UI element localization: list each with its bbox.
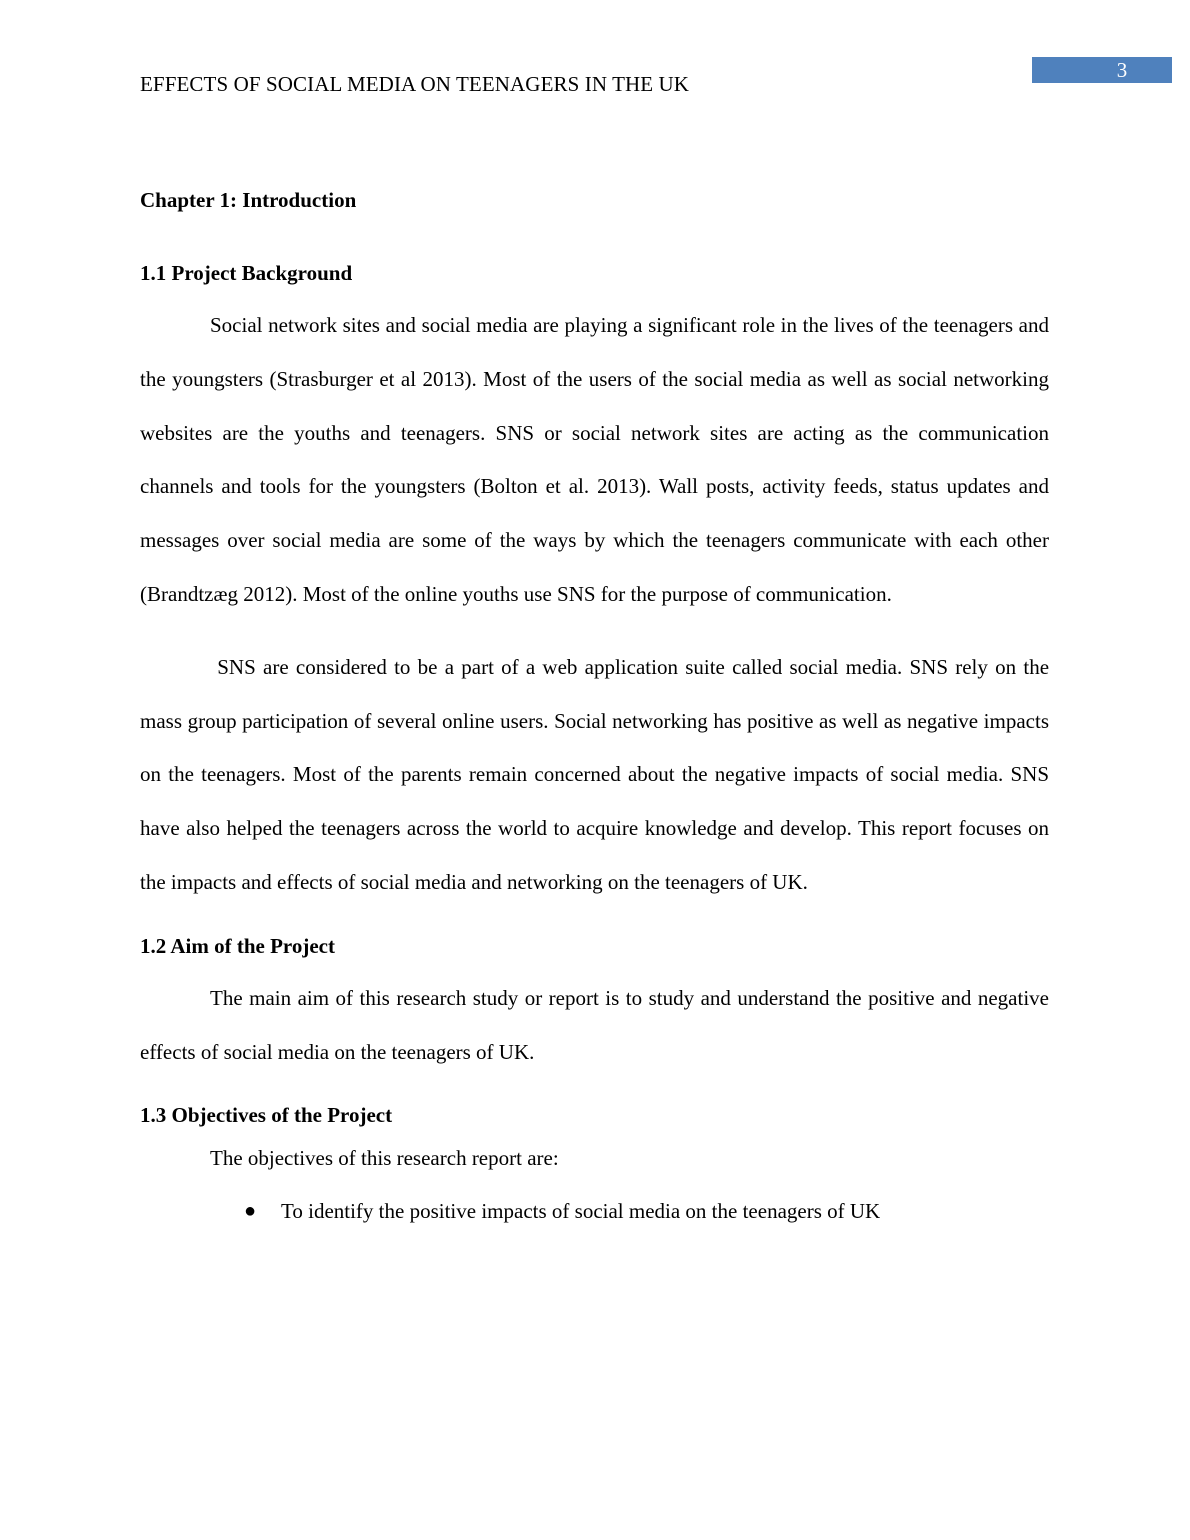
chapter-title: Chapter 1: Introduction xyxy=(140,188,357,212)
section-heading-objectives: 1.3 Objectives of the Project xyxy=(140,1103,393,1128)
paragraph-background-1: Social network sites and social media are playing a significant role in the lives of the teenagers and the youngsters (Strasburger et al 2013). Most of the users of the social media as well as social networking websites are the youths and teenagers. SNS or social network sites are acting as the communication channels and tools for the youngsters (Bolton et al. 2013). Wall posts, activity feeds, status updates and messages over social media are some of the ways by which the teenagers communicate with each other (Brandtzæg 2012). Most of the online youths use SNS for the purpose of communication. xyxy=(140,313,1049,606)
section-heading-background: 1.1 Project Background xyxy=(140,261,353,285)
paragraph-background-2: SNS are considered to be a part of a web application suite called social media. SNS rely on the mass group participation of several online users. Social networking has positive as well as negative impacts on the teenagers. Most of the parents remain concerned about the negative impacts of social media. SNS have also helped the teenagers across the world to acquire knowledge and develop. This report focuses on the impacts and effects of social media and networking on the teenagers of UK. xyxy=(140,654,1055,894)
running-head: EFFECTS OF SOCIAL MEDIA ON TEENAGERS IN THE UK xyxy=(140,72,690,96)
list-item-text: To identify the positive impacts of social media on the teenagers of UK xyxy=(281,1199,881,1224)
page-number: 3 xyxy=(1032,57,1172,83)
list-item xyxy=(140,1194,1049,1228)
paragraph-objectives-intro: The objectives of this research report are: xyxy=(210,1146,559,1171)
bullet-icon: ● xyxy=(244,1200,257,1223)
objectives-list xyxy=(140,1194,1049,1228)
section-heading-aim: 1.2 Aim of the Project xyxy=(140,933,335,958)
document-body xyxy=(140,183,1055,1228)
paragraph-aim: The main aim of this research study or report is to study and understand the positive and negative effects of social media on the teenagers of UK. xyxy=(140,985,1049,1064)
